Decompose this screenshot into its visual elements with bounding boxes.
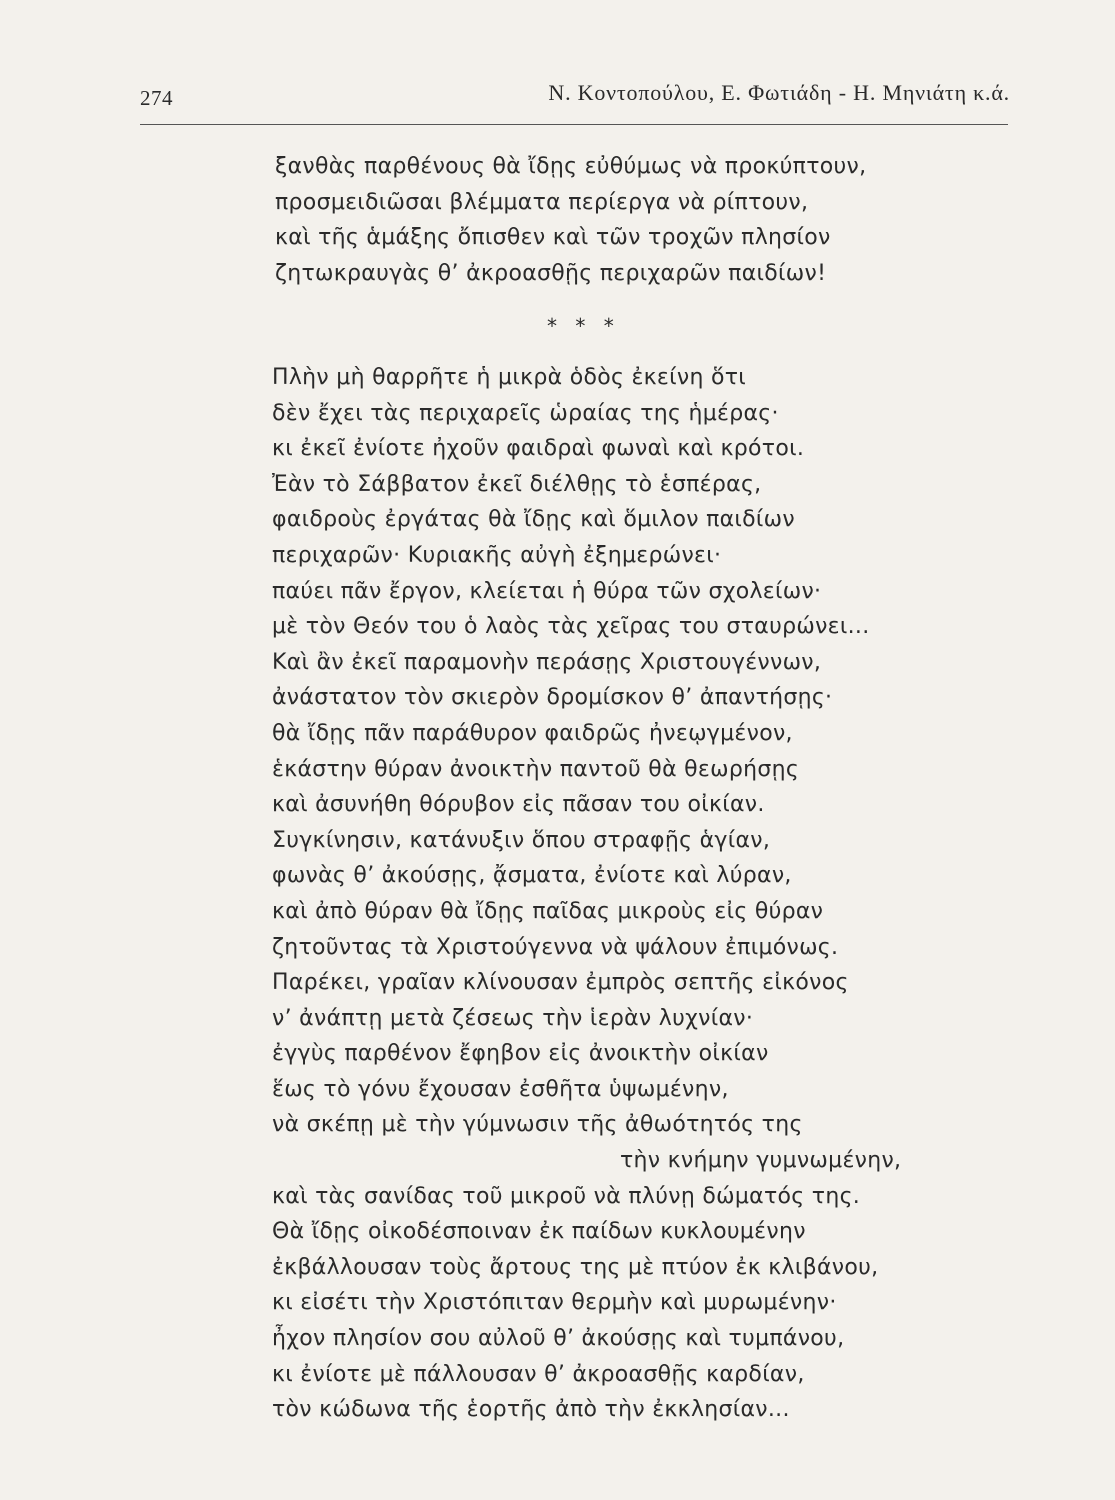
verse-line: Θὰ ἴδῃς οἰκοδέσποιναν ἐκ παίδων κυκλουμένην xyxy=(272,1219,806,1245)
running-title: Ν. Κοντοπούλου, Ε. Φωτιάδη - Η. Μηνιάτη κ.ά. xyxy=(548,80,1010,105)
stanza-1 xyxy=(275,149,866,291)
verse-line: Συγκίνησιν, κατάνυξιν ὅπου στραφῇς ἁγίαν, xyxy=(272,827,771,853)
verse-line: ἕως τὸ γόνυ ἔχουσαν ἐσθῆτα ὑψωμένην, xyxy=(272,1076,729,1102)
verse-line: τὴν κνήμην γυμνωμένην, xyxy=(620,1148,902,1174)
verse-line: ἦχον πλησίον σου αὐλοῦ θ’ ἀκούσῃς καὶ τυμπάνου, xyxy=(272,1326,845,1352)
verse-line: καὶ ἀσυνήθη θόρυβον εἰς πᾶσαν του οἰκίαν. xyxy=(272,792,765,818)
header-rule xyxy=(140,124,1008,125)
verse-line: προσμειδιῶσαι βλέμματα περίεργα νὰ ρίπτουν, xyxy=(275,189,809,215)
verse-line: Πλὴν μὴ θαρρῆτε ἡ μικρὰ ὁδὸς ἐκείνη ὅτι xyxy=(272,365,747,390)
verse-line: ἑκάστην θύραν ἀνοικτὴν παντοῦ θὰ θεωρήσῃς xyxy=(272,756,800,782)
verse-line: καὶ τὰς σανίδας τοῦ μικροῦ νὰ πλύνῃ δώματός της. xyxy=(272,1183,861,1209)
verse-line: ἐκβάλλουσαν τοὺς ἄρτους της μὲ πτύον ἐκ κλιβάνου, xyxy=(272,1254,879,1280)
page-number: 274 xyxy=(140,86,173,110)
verse-line: ἀνάστατον τὸν σκιερὸν δρομίσκον θ’ ἀπαντήσῃς· xyxy=(272,685,833,711)
verse-line: Ἐὰν τὸ Σάββατον ἐκεῖ διέλθῃς τὸ ἑσπέρας, xyxy=(272,471,762,497)
verse-line: φαιδροὺς ἐργάτας θὰ ἴδῃς καὶ ὅμιλον παιδίων xyxy=(272,507,795,533)
verse-line: ξανθὰς παρθένους θὰ ἴδῃς εὐθύμως νὰ προκύπτουν, xyxy=(275,154,867,179)
verse-line: Παρέκει, γραῖαν κλίνουσαν ἐμπρὸς σεπτῆς εἰκόνος xyxy=(272,970,849,996)
verse-line: ζητωκραυγὰς θ’ ἀκροασθῇς περιχαρῶν παιδίων! xyxy=(275,260,827,286)
verse-line: ἐγγὺς παρθένον ἔφηβον εἰς ἀνοικτὴν οἰκίαν xyxy=(272,1041,769,1067)
verse-line: κι ἐκεῖ ἐνίοτε ἠχοῦν φαιδραὶ φωναὶ καὶ κρότοι. xyxy=(272,436,805,462)
verse-line: κι εἰσέτι τὴν Χριστόπιταν θερμὴν καὶ μυρωμένην· xyxy=(272,1290,837,1316)
verse-line: τὸν κώδωνα τῆς ἑορτῆς ἀπὸ τὴν ἐκκλησίαν... xyxy=(272,1397,790,1423)
verse-line: καὶ ἀπὸ θύραν θὰ ἴδῃς παῖδας μικροὺς εἰς θύραν xyxy=(272,898,824,924)
running-header xyxy=(140,78,1010,118)
verse-line: παύει πᾶν ἔργον, κλείεται ἡ θύρα τῶν σχολείων· xyxy=(272,578,822,604)
verse-line: ζητοῦντας τὰ Χριστούγεννα νὰ ψάλουν ἐπιμόνως. xyxy=(272,934,839,960)
verse-line: ν’ ἀνάπτῃ μετὰ ζέσεως τὴν ἱερὰν λυχνίαν· xyxy=(272,1005,754,1031)
verse-line: Καὶ ἂν ἐκεῖ παραμονὴν περάσῃς Χριστουγέννων, xyxy=(272,649,822,675)
section-divider: * * * xyxy=(547,314,620,338)
verse-line: φωνὰς θ’ ἀκούσῃς, ᾄσματα, ἐνίοτε καὶ λύραν, xyxy=(272,863,792,889)
verse-line: νὰ σκέπῃ μὲ τὴν γύμνωσιν τῆς ἀθωότητός της xyxy=(272,1112,803,1138)
verse-line: κι ἐνίοτε μὲ πάλλουσαν θ’ ἀκροασθῇς καρδίαν, xyxy=(272,1361,805,1387)
verse-line: μὲ τὸν Θεόν του ὁ λαὸς τὰς χεῖρας του σταυρώνει... xyxy=(272,614,870,640)
verse-line: δὲν ἔχει τὰς περιχαρεῖς ὡραίας της ἡμέρας· xyxy=(272,400,779,426)
verse-line: περιχαρῶν· Κυριακῆς αὐγὴ ἐξημερώνει· xyxy=(272,542,722,568)
stanza-2 xyxy=(272,360,901,1428)
verse-line: καὶ τῆς ἁμάξης ὄπισθεν καὶ τῶν τροχῶν πλησίον xyxy=(275,225,831,251)
verse-line: θὰ ἴδῃς πᾶν παράθυρον φαιδρῶς ἠνεῳγμένον, xyxy=(272,720,793,746)
